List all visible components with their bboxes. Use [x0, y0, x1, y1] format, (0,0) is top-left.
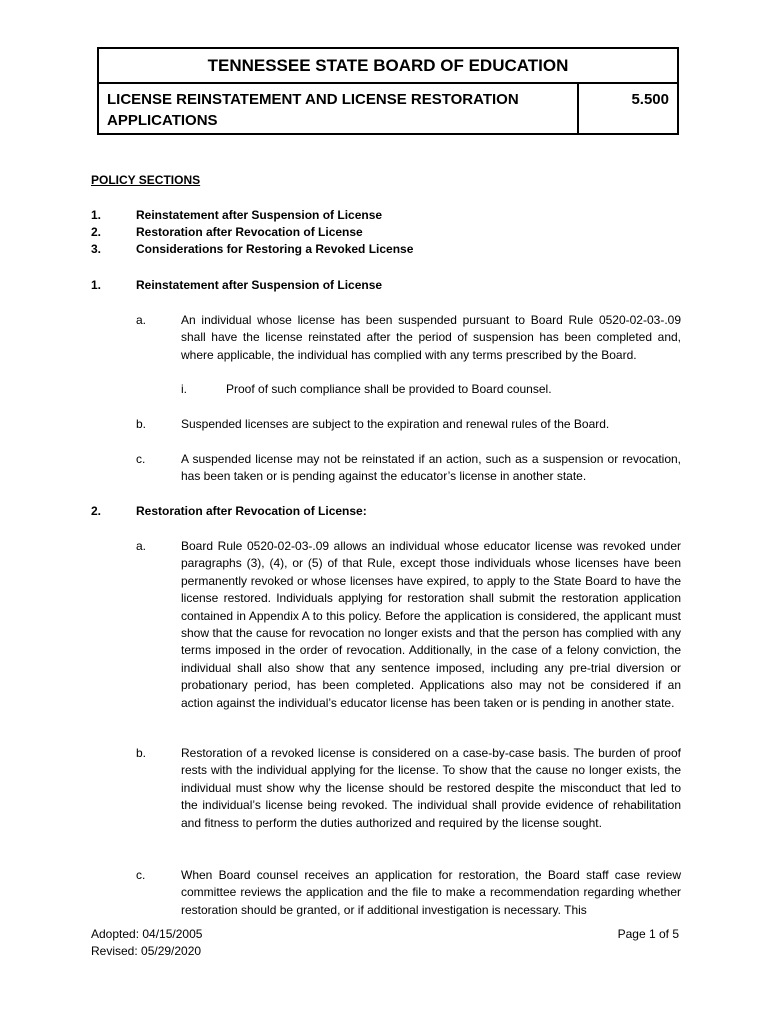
- section-1c-label: c.: [136, 452, 146, 466]
- adopted-date: Adopted: 04/15/2005: [91, 927, 203, 941]
- section-1b-text: Suspended licenses are subject to the expiration and renewal rules of the Board.: [181, 417, 610, 431]
- section-2c-label: c.: [136, 868, 146, 882]
- section-2a-label: a.: [136, 539, 147, 553]
- policy-number: 5.500: [631, 91, 669, 108]
- section-1a-label: a.: [136, 313, 147, 327]
- section-2b-text: Restoration of a revoked license is considered on a case-by-case basis. The burden of proof rests with the individual applying for the license. To show that the cause no longer exists, the individual must show why the license should be restored despite the misconduct that led to the individual’s license being revoked. The individual shall provide evidence of rehabilitation and fitness to perform the duties authorized and required by the license sought.: [181, 746, 681, 830]
- section-2a-text: Board Rule 0520-02-03-.09 allows an individual whose educator license was revoked under paragraphs (3), (4), or (5) of that Rule, except those individuals whose licenses have been permanently revoked or whose licenses have expired, to apply to the State Board to have the license restored. Individuals applying for restoration shall submit the restoration application contained in Appendix A to this policy. Before the application is considered, the applicant must show that the cause for revocation no longer exists and that the person has complied with any terms imposed in the order of revocation. Additionally, in the case of a felony conviction, the individual shall also show that any sentence imposed, including any pre-trial diversion or probationary period, has been completed. Applications also may not be considered if an action against the individual’s educator license has been taken or is pending in another state.: [181, 539, 681, 710]
- policy-sections-heading: POLICY SECTIONS: [91, 173, 201, 187]
- section-2b-label: b.: [136, 746, 147, 760]
- page-number: Page 1 of 5: [617, 927, 679, 941]
- toc-item-1-label: Reinstatement after Suspension of License: [136, 208, 383, 222]
- toc-item-2-number: 2.: [91, 225, 102, 239]
- section-1b-label: b.: [136, 417, 147, 431]
- footer-dates: [91, 926, 202, 961]
- section-1c-text: A suspended license may not be reinstated if an action, such as a suspension or revocation, has been taken or is pending against the educator’s license in another state.: [181, 452, 681, 484]
- section-1-heading: Reinstatement after Suspension of License: [136, 278, 383, 292]
- toc-item-1-number: 1.: [91, 208, 102, 222]
- toc-item-2-label: Restoration after Revocation of License: [136, 225, 363, 239]
- policy-title: LICENSE REINSTATEMENT AND LICENSE RESTORATION APPLICATIONS: [99, 84, 579, 133]
- section-2-heading: Restoration after Revocation of License:: [136, 504, 367, 518]
- org-title: TENNESSEE STATE BOARD OF EDUCATION: [99, 49, 677, 84]
- toc-item-3-label: Considerations for Restoring a Revoked License: [136, 242, 414, 256]
- policy-header: [97, 47, 679, 135]
- section-1a-i-label: i.: [181, 382, 187, 396]
- section-2-number: 2.: [91, 504, 102, 518]
- toc-item-3-number: 3.: [91, 242, 102, 256]
- section-2c-text: When Board counsel receives an application for restoration, the Board staff case review committee reviews the application and the file to make a recommendation regarding whether restoration should be granted, or if additional investigation is necessary. This: [181, 868, 681, 917]
- section-1-number: 1.: [91, 278, 102, 292]
- section-1a-text: An individual whose license has been suspended pursuant to Board Rule 0520-02-03-.09 shall have the license reinstated after the period of suspension has been completed and, where applicable, the individual has complied with any terms prescribed by the Board.: [181, 313, 681, 362]
- revised-date: Revised: 05/29/2020: [91, 944, 202, 959]
- section-1a-i-text: Proof of such compliance shall be provided to Board counsel.: [226, 382, 552, 396]
